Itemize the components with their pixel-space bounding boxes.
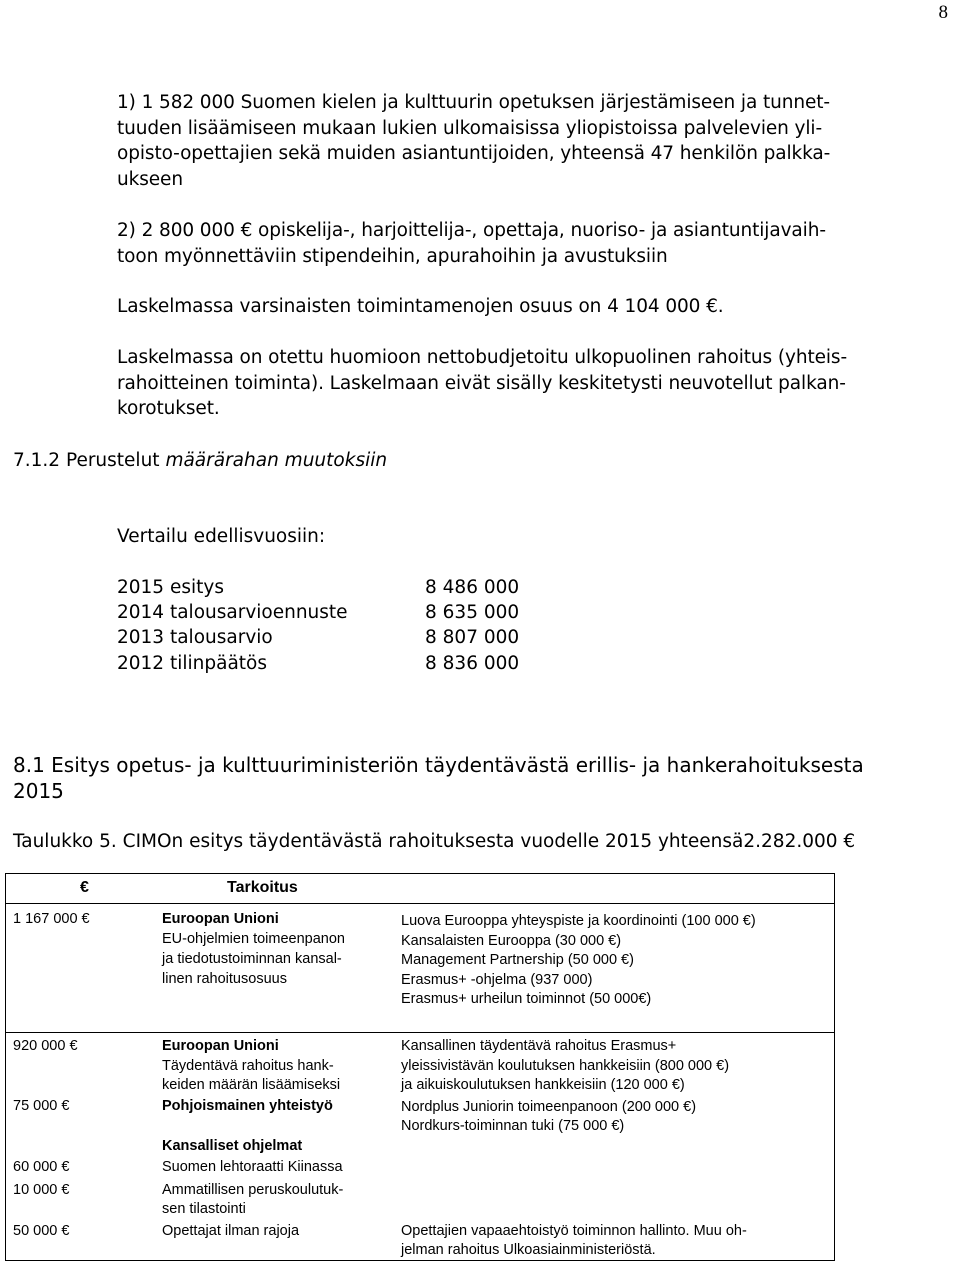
row-amount: 50 000 € bbox=[13, 1223, 70, 1239]
paragraph-1 bbox=[117, 90, 952, 192]
section-title-line: 8.1 Esitys opetus- ja kulttuuriministeriön täydentävästä erillis- ja hankerahoituksesta bbox=[13, 753, 864, 777]
subheading-italic: määrärahan muutoksiin bbox=[165, 450, 388, 471]
table-divider bbox=[6, 903, 834, 904]
row-purpose-line: linen rahoitusosuus bbox=[162, 971, 287, 987]
table-header-amount: € bbox=[80, 879, 89, 896]
section-title-line: 2015 bbox=[13, 779, 64, 803]
row-detail-line: Nordplus Juniorin toimeenpanoon (200 000 €) bbox=[401, 1099, 697, 1115]
funding-table bbox=[5, 873, 835, 1261]
row-purpose-line: Täydentävä rahoitus hank- bbox=[162, 1058, 334, 1074]
comparison-title: Vertailu edellisvuosiin: bbox=[117, 526, 326, 547]
comparison-value: 8 836 000 bbox=[425, 653, 520, 674]
row-purpose-line: EU-ohjelmien toimeenpanon bbox=[162, 931, 345, 947]
comparison-label: 2012 tilinpäätös bbox=[117, 653, 267, 674]
row-amount: 920 000 € bbox=[13, 1038, 78, 1054]
comparison-label: 2013 talousarvio bbox=[117, 627, 273, 648]
row-purpose-title: Pohjoismainen yhteistyö bbox=[162, 1098, 333, 1114]
row-purpose-line: keiden määrän lisäämiseksi bbox=[162, 1077, 341, 1093]
row-amount: 60 000 € bbox=[13, 1159, 70, 1175]
comparison-row bbox=[117, 625, 519, 651]
row-purpose-title: Euroopan Unioni bbox=[162, 911, 279, 927]
comparison-row bbox=[117, 575, 519, 601]
paragraph-2 bbox=[117, 218, 952, 269]
row-detail-line: Kansallinen täydentävä rahoitus Erasmus+ bbox=[401, 1038, 677, 1054]
paragraph-4-line: korotukset. bbox=[117, 398, 220, 419]
row-detail-line: Luova Eurooppa yhteyspiste ja koordinointi (100 000 €) bbox=[401, 913, 756, 929]
row-purpose-title: Kansalliset ohjelmat bbox=[162, 1138, 303, 1154]
row-detail-line: Nordkurs-toiminnan tuki (75 000 €) bbox=[401, 1118, 625, 1134]
row-purpose-line: sen tilastointi bbox=[162, 1201, 246, 1217]
page-number: 8 bbox=[938, 2, 948, 23]
paragraph-4-line: Laskelmassa on otettu huomioon nettobudjetoitu ulkopuolinen rahoitus (yhteis- bbox=[117, 347, 848, 368]
row-purpose-line: ja tiedotustoiminnan kansal- bbox=[162, 951, 342, 967]
row-amount: 10 000 € bbox=[13, 1182, 70, 1198]
paragraph-1-line: tuuden lisäämiseen mukaan lukien ulkomaisissa yliopistoissa palvelevien yli- bbox=[117, 117, 823, 139]
comparison-value: 8 807 000 bbox=[425, 627, 520, 648]
comparison-value: 8 486 000 bbox=[425, 577, 520, 598]
section-title bbox=[13, 752, 943, 804]
comparison-row bbox=[117, 651, 519, 677]
row-detail-line: Kansalaisten Eurooppa (30 000 €) bbox=[401, 933, 622, 949]
comparison-row bbox=[117, 600, 519, 626]
paragraph-1-line: opisto-opettajien sekä muiden asiantuntijoiden, yhteensä 47 henkilön palkka- bbox=[117, 143, 831, 164]
row-detail-line: Erasmus+ urheilun toiminnot (50 000€) bbox=[401, 991, 652, 1007]
row-detail-line: jelman rahoitus Ulkoasiainministeriöstä. bbox=[401, 1242, 656, 1258]
comparison-label: 2014 talousarvioennuste bbox=[117, 602, 348, 623]
paragraph-1-line: ukseen bbox=[117, 168, 183, 190]
row-purpose-line: Ammatillisen peruskoulutuk- bbox=[162, 1182, 344, 1198]
row-detail-line: Erasmus+ -ohjelma (937 000) bbox=[401, 972, 593, 988]
row-amount: 1 167 000 € bbox=[13, 911, 90, 927]
paragraph-4 bbox=[117, 345, 952, 422]
row-detail-line: ja aikuiskoulutuksen hankkeisiin (120 000 €) bbox=[401, 1077, 685, 1093]
table-caption: Taulukko 5. CIMOn esitys täydentävästä rahoituksesta vuodelle 2015 yhteensä2.282.000 € bbox=[13, 831, 856, 852]
paragraph-2-line: toon myönnettäviin stipendeihin, apurahoihin ja avustuksiin bbox=[117, 245, 668, 267]
table-divider bbox=[6, 1032, 834, 1033]
row-purpose-line: Opettajat ilman rajoja bbox=[162, 1223, 300, 1239]
row-detail-line: Management Partnership (50 000 €) bbox=[401, 952, 634, 968]
paragraph-2-line: 2) 2 800 000 € opiskelija-, harjoittelija-, opettaja, nuoriso- ja asiantuntijavaih- bbox=[117, 220, 826, 241]
row-detail-line: yleissivistävän koulutuksen hankkeisiin (800 000 €) bbox=[401, 1058, 730, 1074]
comparison-value: 8 635 000 bbox=[425, 602, 520, 623]
subheading bbox=[13, 448, 387, 474]
row-purpose-line: Suomen lehtoraatti Kiinassa bbox=[162, 1159, 343, 1175]
paragraph-4-line: rahoitteinen toiminta). Laskelmaan eivät sisälly keskitetysti neuvotellut palkan- bbox=[117, 372, 846, 394]
row-detail-line: Opettajien vapaaehtoistyö toiminnon hallinto. Muu oh- bbox=[401, 1223, 747, 1239]
subheading-number: 7.1.2 Perustelut bbox=[13, 450, 166, 471]
paragraph-1-line: 1) 1 582 000 Suomen kielen ja kulttuurin opetuksen järjestämiseen ja tunnet- bbox=[117, 92, 830, 113]
row-purpose-title: Euroopan Unioni bbox=[162, 1038, 279, 1054]
comparison-label: 2015 esitys bbox=[117, 577, 224, 598]
table-header-purpose: Tarkoitus bbox=[227, 879, 298, 896]
row-amount: 75 000 € bbox=[13, 1098, 70, 1114]
paragraph-3: Laskelmassa varsinaisten toimintamenojen osuus on 4 104 000 €. bbox=[117, 296, 724, 317]
